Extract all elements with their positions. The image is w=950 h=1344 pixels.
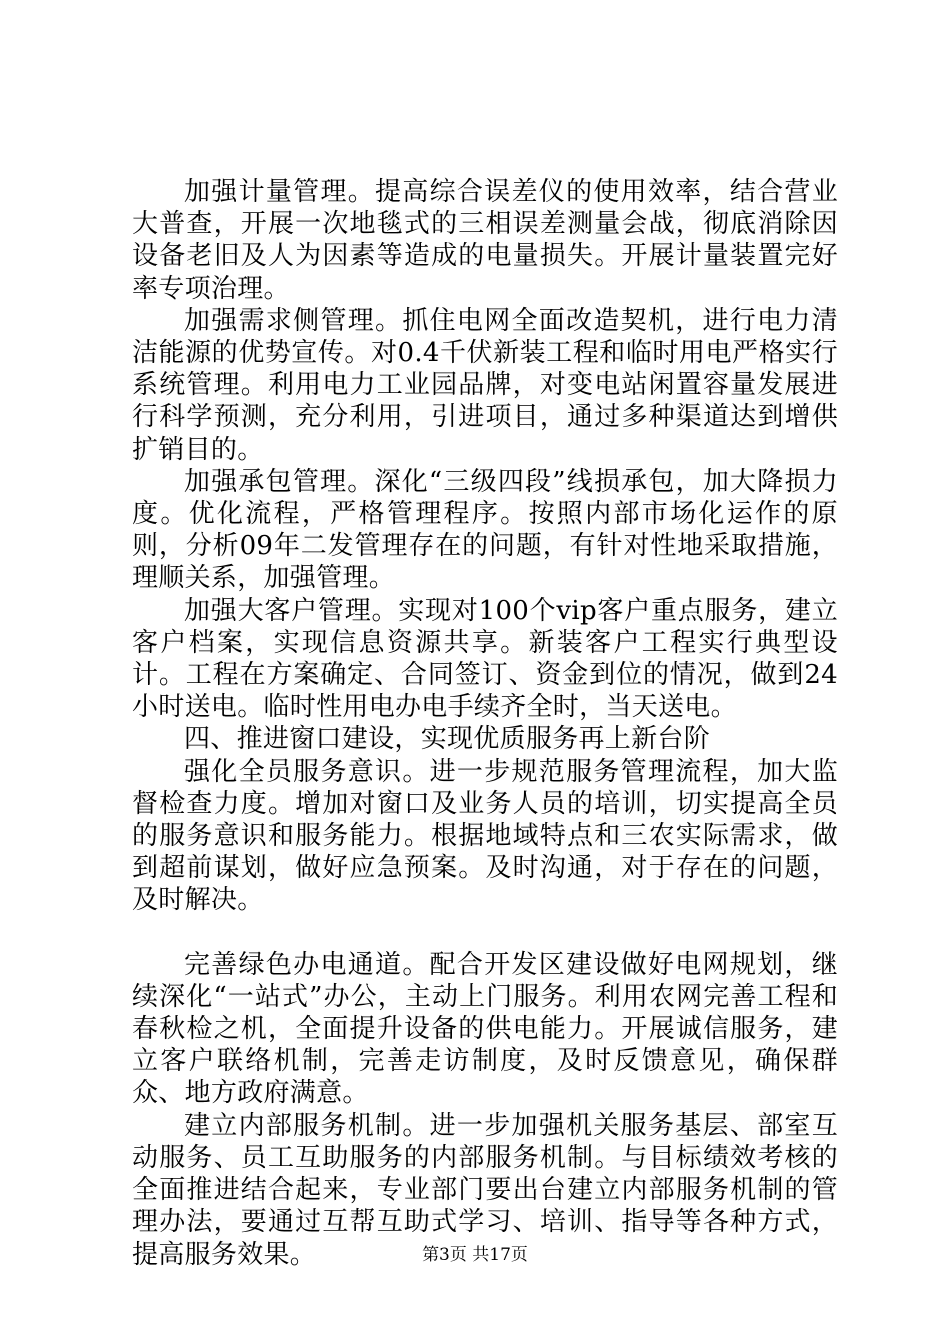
paragraph-internal-service: 建立内部服务机制。进一步加强机关服务基层、部室互动服务、员工互助服务的内部服务机制。与目标绩效考核的全面推进结合起来，专业部门要出台建立内部服务机制的管理办法，要通过互帮互助式学习、培训、指导等各种方式，提高服务效果。 (132, 1110, 838, 1270)
paragraph-metering-management: 加强计量管理。提高综合误差仪的使用效率，结合营业大普查，开展一次地毯式的三相误差测量会战，彻底消除因设备老旧及人为因素等造成的电量损失。开展计量装置完好率专项治理。 (132, 177, 838, 304)
paragraph-green-channel: 完善绿色办电通道。配合开发区建设做好电网规划，继续深化“一站式”办公，主动上门服务。利用农网完善工程和春秋检之机，全面提升设备的供电能力。开展诚信服务，建立客户联络机制，完善走访制度，及时反馈意见，确保群众、地方政府满意。 (132, 949, 838, 1109)
section-heading: 四、推进窗口建设，实现优质服务再上新台阶 (184, 724, 711, 755)
paragraph-contract-management: 加强承包管理。深化“三级四段”线损承包，加大降损力度。优化流程，严格管理程序。按照内部市场化运作的原则，分析09年二发管理存在的问题，有针对性地采取措施，理顺关系，加强管理。 (132, 466, 838, 594)
paragraph-key-customer-management: 加强大客户管理。实现对100个vip客户重点服务，建立客户档案，实现信息资源共享。新装客户工程实行典型设计。工程在方案确定、合同签订、资金到位的情况，做到24小时送电。临时性用电办电手续齐全时，当天送电。 (132, 595, 838, 723)
page-footer: 第3页 共17页 (422, 1245, 528, 1265)
document-body (132, 176, 838, 1271)
paragraph-service-awareness: 强化全员服务意识。进一步规范服务管理流程，加大监督检查力度。增加对窗口及业务人员的培训，切实提高全员的服务意识和服务能力。根据地域特点和三农实际需求，做到超前谋划，做好应急预案。及时沟通，对于存在的问题，及时解决。 (132, 756, 838, 916)
paragraph-demand-side-management: 加强需求侧管理。抓住电网全面改造契机，进行电力清洁能源的优势宣传。对0.4千伏新装工程和临时用电严格实行系统管理。利用电力工业园品牌，对变电站闲置容量发展进行科学预测，充分利用，引进项目，通过多种渠道达到增供扩销目的。 (132, 305, 838, 465)
